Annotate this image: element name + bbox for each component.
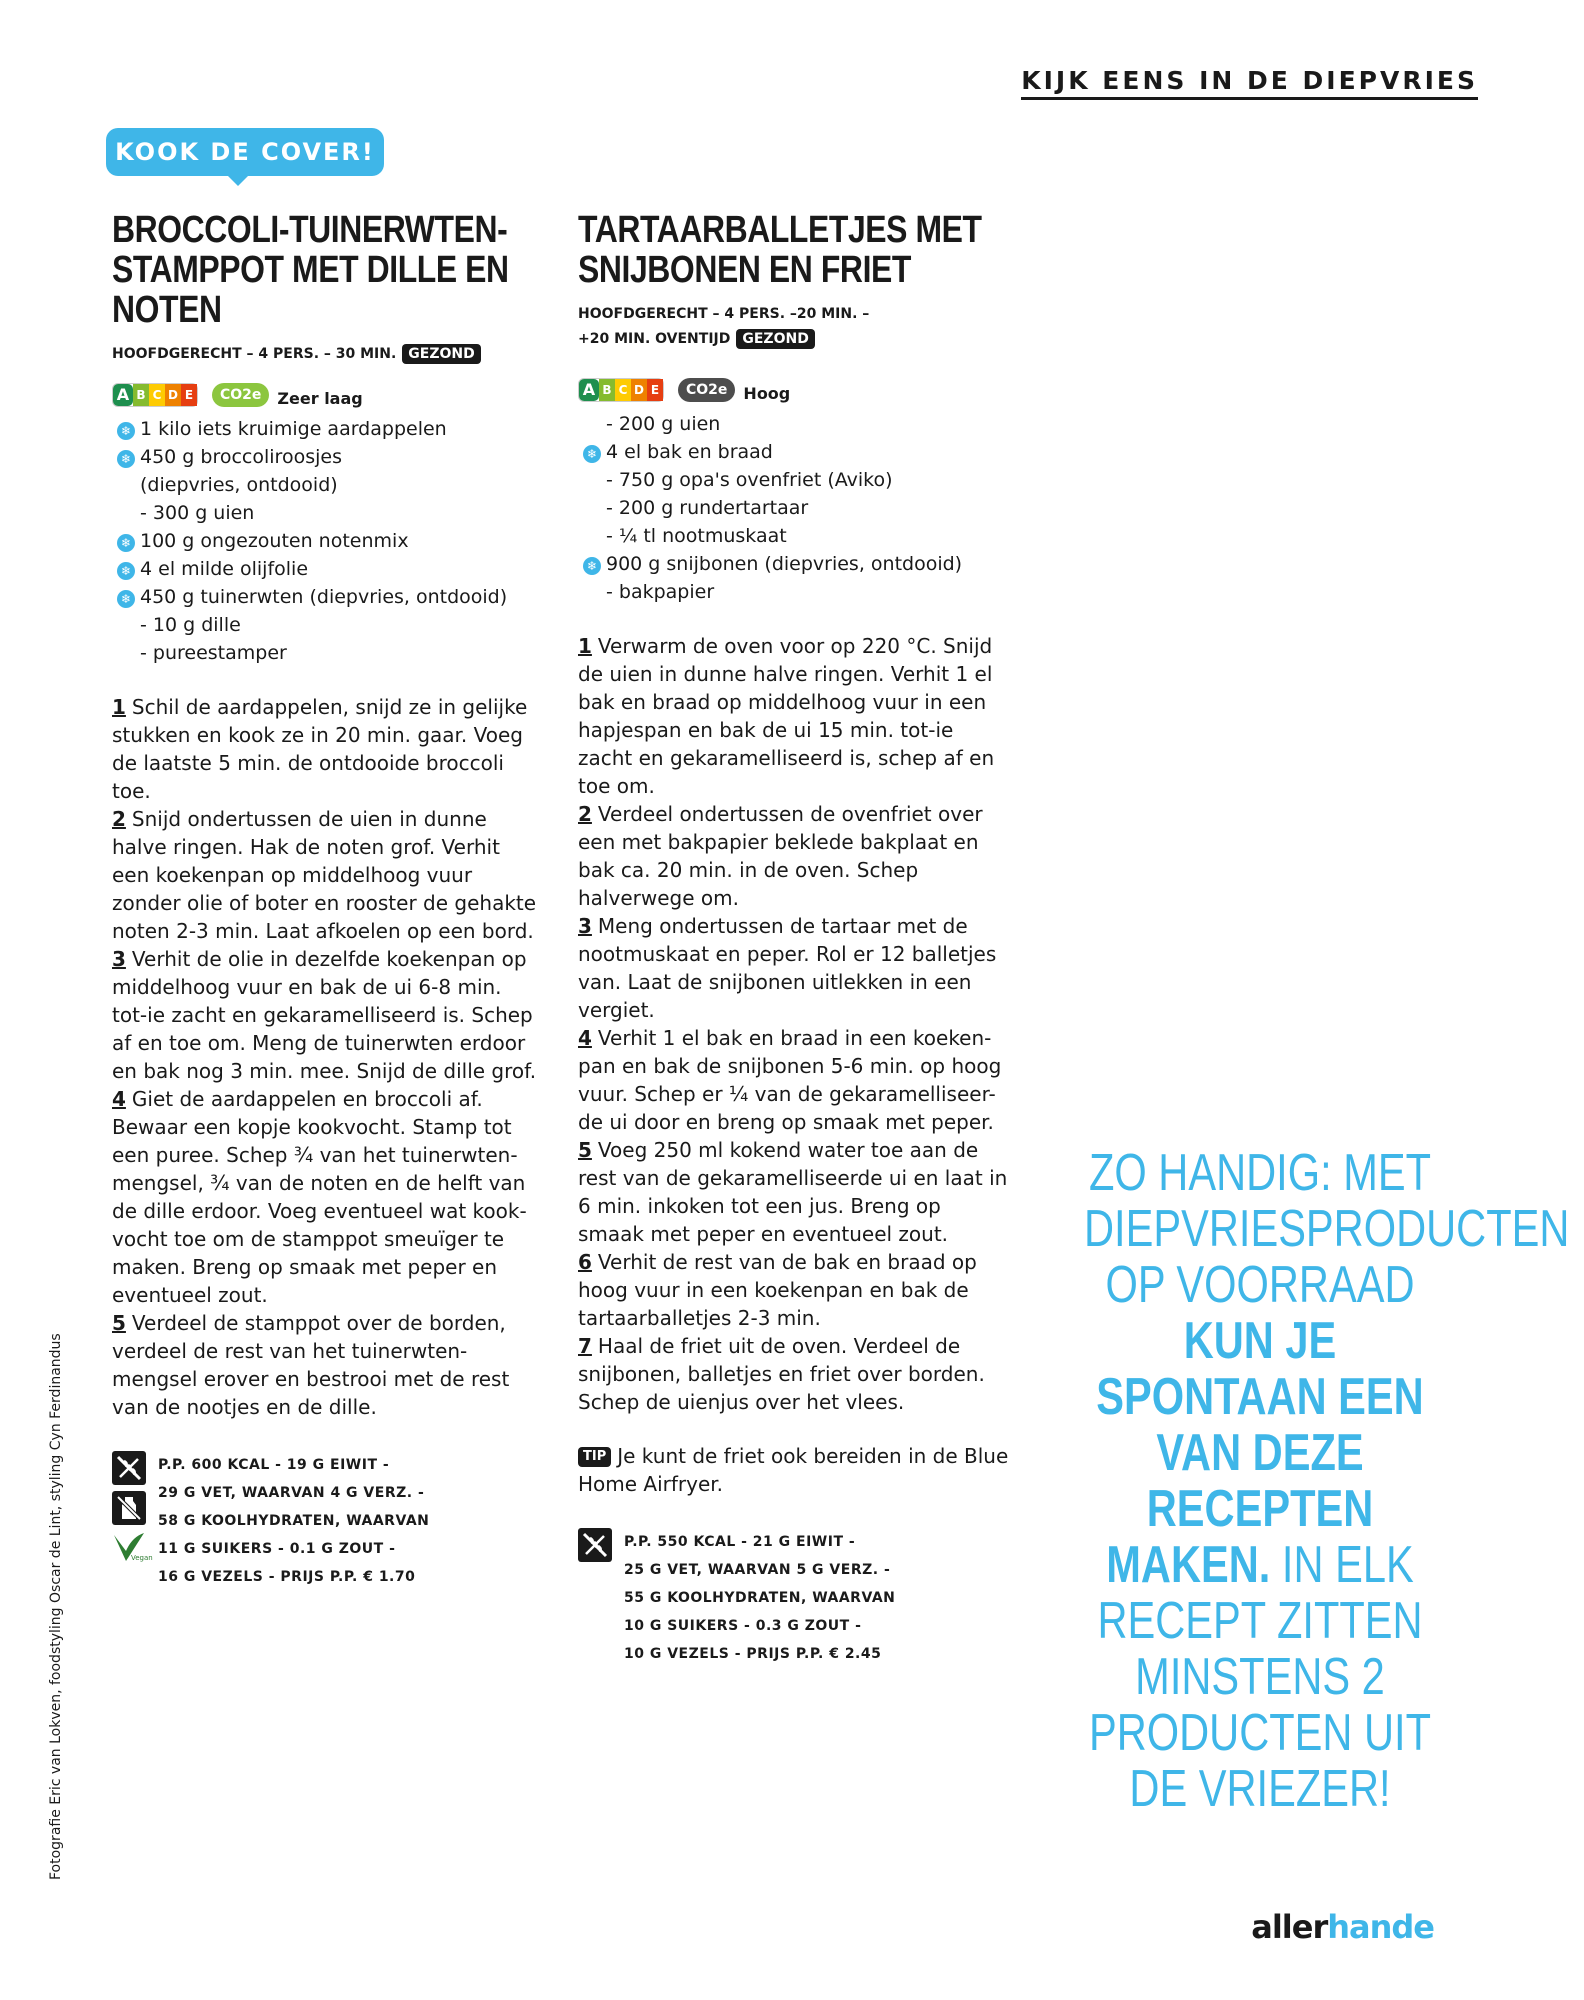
recipe-step: 4 Verhit 1 el bak en braad in een koeken-pan en bak de snijbonen 5-6 min. op hoog vuur. Schep er ¼ van de gekaramelliseer-de ui door en breng op smaak met peper. — [578, 1026, 1002, 1134]
nutrition-line: P.P. 600 KCAL - 19 G EIWIT - — [158, 1457, 390, 1473]
recipe-1-ingredients — [112, 415, 542, 667]
recipe-step: 6 Verhit de rest van de bak en braad op hoog vuur in een koekenpan en bak de tartaarballetjes 2-3 min. — [578, 1250, 977, 1330]
recipe-2 — [578, 210, 1010, 1668]
freezer-icon: ❄ — [117, 590, 135, 608]
lactose-free-icon — [112, 1491, 146, 1525]
ingredient-item: - pureestamper — [140, 642, 287, 664]
recipe-2-tip: TIP Je kunt de friet ook bereiden in de Blue Home Airfryer. — [578, 1444, 1009, 1496]
co2-icon: CO2e — [212, 383, 269, 407]
gezond-badge: GEZOND — [402, 344, 480, 364]
pull-quote: ZO HANDIG: MET DIEPVRIESPRODUCTEN OP VOORRAAD KUN JE SPONTAAN EEN VAN DEZE RECEPTEN MAKEN. IN ELK RECEPT ZITTEN MINSTENS 2 PRODUCTEN UIT DE VRIEZER! — [1084, 1144, 1570, 1818]
recipe-step: 5 Voeg 250 ml kokend water toe aan de rest van de gekaramelliseerde ui en laat in 6 min. inkoken tot een jus. Breng op smaak met peper en eventueel zout. — [578, 1138, 1008, 1246]
ingredient-item: - 10 g dille — [140, 614, 241, 636]
recipe-step: 1 Schil de aardappelen, snijd ze in gelijke stukken en kook ze in 20 min. gaar. Voeg de laatste 5 min. de ontdooide broccoli toe. — [112, 695, 528, 803]
recipe-2-ingredients — [578, 410, 1010, 606]
freezer-icon: ❄ — [117, 562, 135, 580]
vegan-icon — [112, 1531, 153, 1565]
recipe-step: 3 Meng ondertussen de tartaar met de nootmuskaat en peper. Rol er 12 balletjes van. Laat de snijbonen uitlekken in een vergiet. — [578, 914, 997, 1022]
recipe-1 — [112, 210, 542, 1591]
recipe-2-nutrition — [578, 1528, 1010, 1668]
ingredient-item: ❄ 100 g ongezouten notenmix — [112, 527, 542, 555]
recipe-1-steps — [112, 693, 542, 1421]
ingredient-item: (diepvries, ontdooid) — [140, 474, 338, 496]
freezer-icon: ❄ — [583, 445, 601, 463]
recipe-2-steps — [578, 632, 1010, 1416]
recipe-1-meta: HOOFDGERECHT – 4 PERS. – 30 MIN. GEZOND — [112, 342, 542, 367]
co2-rating: Hoog — [743, 383, 791, 403]
recipe-step: 4 Giet de aardappelen en broccoli af. Bewaar een kopje kookvocht. Stamp tot een puree. Schep ¾ van het tuinerwten-mengsel, ¾ van de noten en de helft van de dille erdoor. Voeg eventueel wat kook-vocht toe om de stamppot smeuïger te maken. Breng op smaak met peper en eventueel zout. — [112, 1087, 527, 1307]
nutrition-line: 11 G SUIKERS - 0.1 G ZOUT - — [158, 1541, 396, 1557]
ingredient-item: - 200 g uien — [606, 413, 721, 435]
kook-de-cover-badge: KOOK DE COVER! — [106, 128, 384, 176]
recipe-1-nutrition — [112, 1451, 542, 1591]
recipe-step: 3 Verhit de olie in dezelfde koekenpan op middelhoog vuur en bak de ui 6-8 min. tot-ie zacht en gekaramelliseerd is. Schep af en toe om. Meng de tuinerwten erdoor en bak nog 3 min. mee. Snijd de dille grof. — [112, 947, 537, 1083]
nutrition-line: 10 G SUIKERS - 0.3 G ZOUT - — [624, 1618, 862, 1634]
nutrition-line: 10 G VEZELS - PRIJS P.P. € 2.45 — [624, 1646, 882, 1662]
freezer-icon: ❄ — [117, 534, 135, 552]
recipe-2-nutrition-text — [624, 1528, 895, 1668]
nutrition-line: 58 G KOOLHYDRATEN, WAARVAN — [158, 1513, 430, 1529]
svg-text:Vegan: Vegan — [131, 1554, 153, 1562]
co2-rating: Zeer laag — [277, 388, 363, 408]
nutrition-line: 25 G VET, WAARVAN 5 G VERZ. - — [624, 1562, 891, 1578]
recipe-1-title: BROCCOLI-TUINERWTEN- STAMPPOT MET DILLE EN NOTEN — [112, 209, 509, 331]
ingredient-item: - 750 g opa's ovenfriet (Aviko) — [606, 469, 893, 491]
recipe-step: 7 Haal de friet uit de oven. Verdeel de snijbonen, balletjes en friet over borden. Schep de uienjus over het vlees. — [578, 1334, 985, 1414]
ingredient-item: - 300 g uien — [140, 502, 255, 524]
freezer-icon: ❄ — [583, 557, 601, 575]
gluten-free-icon — [578, 1528, 612, 1562]
ingredient-item: - 200 g rundertartaar — [606, 497, 809, 519]
ingredient-item: ❄ 900 g snijbonen (diepvries, ontdooid) — [578, 550, 1010, 578]
allerhande-logo: allerhande — [1251, 1908, 1434, 1946]
recipe-step: 2 Verdeel ondertussen de ovenfriet over een met bakpapier beklede bakplaat en bak ca. 20 min. in de oven. Schep halverwege om. — [578, 802, 983, 910]
nutrition-line: 29 G VET, WAARVAN 4 G VERZ. - — [158, 1485, 425, 1501]
recipe-step: 5 Verdeel de stamppot over de borden, verdeel de rest van het tuinerwten-mengsel erover en bestrooi met de rest van de nootjes en de dille. — [112, 1311, 510, 1419]
co2-icon: CO2e — [678, 378, 735, 402]
freezer-icon: ❄ — [117, 422, 135, 440]
nutrition-line: P.P. 550 KCAL - 21 G EIWIT - — [624, 1534, 856, 1550]
section-title: KIJK EENS IN DE DIEPVRIES — [1021, 66, 1478, 100]
recipe-1-labels — [112, 379, 542, 411]
tip-badge: TIP — [578, 1447, 611, 1467]
gezond-badge: GEZOND — [736, 329, 814, 349]
nutrition-line: 55 G KOOLHYDRATEN, WAARVAN — [624, 1590, 896, 1606]
ingredient-item: - ¼ tl nootmuskaat — [606, 525, 787, 547]
gluten-free-icon — [112, 1451, 146, 1485]
recipe-2-meta: HOOFDGERECHT – 4 PERS. –20 MIN. – +20 MIN. OVENTIJD GEZOND — [578, 306, 870, 347]
ingredient-item: ❄ 450 g tuinerwten (diepvries, ontdooid) — [112, 583, 542, 611]
recipe-step: 1 Verwarm de oven voor op 220 °C. Snijd de uien in dunne halve ringen. Verhit 1 el bak en braad op middelhoog vuur in een hapjespan en bak de ui 15 min. tot-ie zacht en gekaramelliseerd is, schep af en toe om. — [578, 634, 995, 798]
ingredient-item: ❄ 4 el bak en braad — [578, 438, 1010, 466]
ingredient-item: ❄ 1 kilo iets kruimige aardappelen — [112, 415, 542, 443]
ingredient-item: ❄ 450 g broccoliroosjes — [112, 443, 542, 471]
recipe-1-nutrition-text — [158, 1451, 429, 1591]
nutriscore-icon: A B C D E — [112, 383, 198, 407]
recipe-2-labels — [578, 374, 1010, 406]
recipe-step: 2 Snijd ondertussen de uien in dunne halve ringen. Hak de noten grof. Verhit een koekenpan op middelhoog vuur zonder olie of boter en rooster de gehakte noten 2-3 min. Laat afkoelen op een bord. — [112, 807, 537, 943]
recipe-2-title: TARTAARBALLETJES MET SNIJBONEN EN FRIET — [578, 209, 982, 291]
ingredient-item: ❄ 4 el milde olijfolie — [112, 555, 542, 583]
freezer-icon: ❄ — [117, 450, 135, 468]
ingredient-item: - bakpapier — [606, 581, 715, 603]
photo-credits: Fotografie Eric van Lokven, foodstyling Oscar de Lint, styling Cyn Ferdinandus — [48, 1333, 64, 1880]
nutriscore-icon: A B C D E — [578, 378, 664, 402]
nutrition-line: 16 G VEZELS - PRIJS P.P. € 1.70 — [158, 1569, 416, 1585]
